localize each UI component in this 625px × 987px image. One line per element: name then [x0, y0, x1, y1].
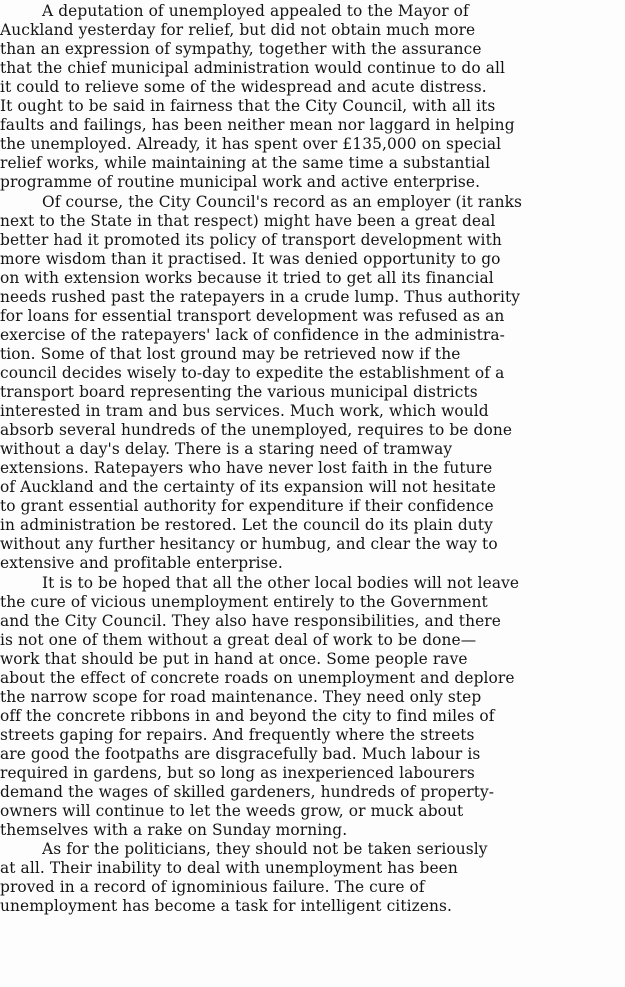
text-line: Auckland yesterday for relief, but did not obtain much more	[0, 21, 476, 40]
text-line: more wisdom than it practised. It was denied opportunity to go	[0, 249, 501, 268]
text-line: better had it promoted its policy of transport development with	[0, 230, 502, 249]
text-line: faults and failings, has been neither mean nor laggard in helping	[0, 116, 515, 135]
text-line: at all. Their inability to deal with unemployment has been	[0, 859, 458, 878]
text-line: are good the footpaths are disgracefully bad. Much labour is	[0, 744, 481, 763]
text-line: A deputation of unemployed appealed to the Mayor of	[42, 2, 469, 20]
text-line: interested in tram and bus services. Much work, which would	[0, 402, 489, 421]
text-line: required in gardens, but so long as inexperienced labourers	[0, 764, 475, 782]
text-line: demand the wages of skilled gardeners, hundreds of property-	[0, 783, 495, 802]
text-line: to grant essential authority for expenditure if their confidence	[0, 497, 494, 516]
text-line: It ought to be said in fairness that the City Council, with all its	[0, 97, 496, 116]
text-line: It is to be hoped that all the other local bodies will not leave	[42, 573, 520, 592]
text-line: As for the politicians, they should not be taken seriously	[42, 840, 488, 859]
text-line: for loans for essential transport development was refused as an	[0, 306, 505, 325]
text-line: than an expression of sympathy, together with the assurance	[0, 40, 482, 59]
text-line: and the City Council. They also have responsibilities, and there	[0, 611, 501, 630]
text-line: the cure of vicious unemployment entirely to the Government	[0, 592, 488, 611]
text-line: of Auckland and the certainty of its expansion will not hesitate	[0, 478, 496, 497]
text-line: is not one of them without a great deal of work to be done—	[0, 630, 477, 649]
text-line: without a day's delay. There is a staring need of tramway	[0, 440, 453, 459]
text-line: that the chief municipal administration would continue to do all	[0, 59, 506, 78]
text-line: needs rushed past the ratepayers in a crude lump. Thus authority	[0, 287, 521, 306]
text-line: next to the State in that respect) might have been a great deal	[0, 211, 496, 230]
text-line: Of course, the City Council's record as an employer (it ranks	[42, 192, 523, 211]
text-line: the narrow scope for road maintenance. They need only step	[0, 687, 482, 706]
text-line: relief works, while maintaining at the same time a substantial	[0, 154, 491, 173]
text-line: programme of routine municipal work and active enterprise.	[0, 173, 481, 192]
text-line: in administration be restored. Let the council do its plain duty	[0, 516, 493, 535]
text-line: tion. Some of that lost ground may be retrieved now if the	[0, 344, 461, 363]
text-line: themselves with a rake on Sunday morning.	[0, 821, 348, 840]
text-line: about the effect of concrete roads on unemployment and deplore	[0, 668, 515, 687]
text-line: owners will continue to let the weeds grow, or muck about	[0, 802, 464, 821]
text-line: proved in a record of ignominious failure. The cure of	[0, 878, 425, 897]
text-line: the unemployed. Already, it has spent over £135,000 on special	[0, 135, 502, 154]
text-line: council decides wisely to-day to expedite the establishment of a	[0, 363, 505, 382]
text-line: work that should be put in hand at once. Some people rave	[0, 649, 468, 668]
text-line: exercise of the ratepayers' lack of confidence in the administra-	[0, 325, 505, 344]
text-line: off the concrete ribbons in and beyond the city to find miles of	[0, 706, 495, 725]
text-line: on with extension works because it tried to get all its financial	[0, 268, 494, 287]
text-line: unemployment has become a task for intelligent citizens.	[0, 897, 453, 916]
text-line: absorb several hundreds of the unemployed, requires to be done	[0, 421, 513, 440]
text-line: streets gaping for repairs. And frequently where the streets	[0, 725, 475, 744]
text-line: without any further hesitancy or humbug, and clear the way to	[0, 535, 498, 554]
text-line: it could to relieve some of the widespread and acute distress.	[0, 78, 487, 97]
text-line: transport board representing the various municipal districts	[0, 383, 478, 401]
text-line: extensions. Ratepayers who have never lost faith in the future	[0, 459, 493, 478]
text-line: extensive and profitable enterprise.	[0, 554, 283, 573]
